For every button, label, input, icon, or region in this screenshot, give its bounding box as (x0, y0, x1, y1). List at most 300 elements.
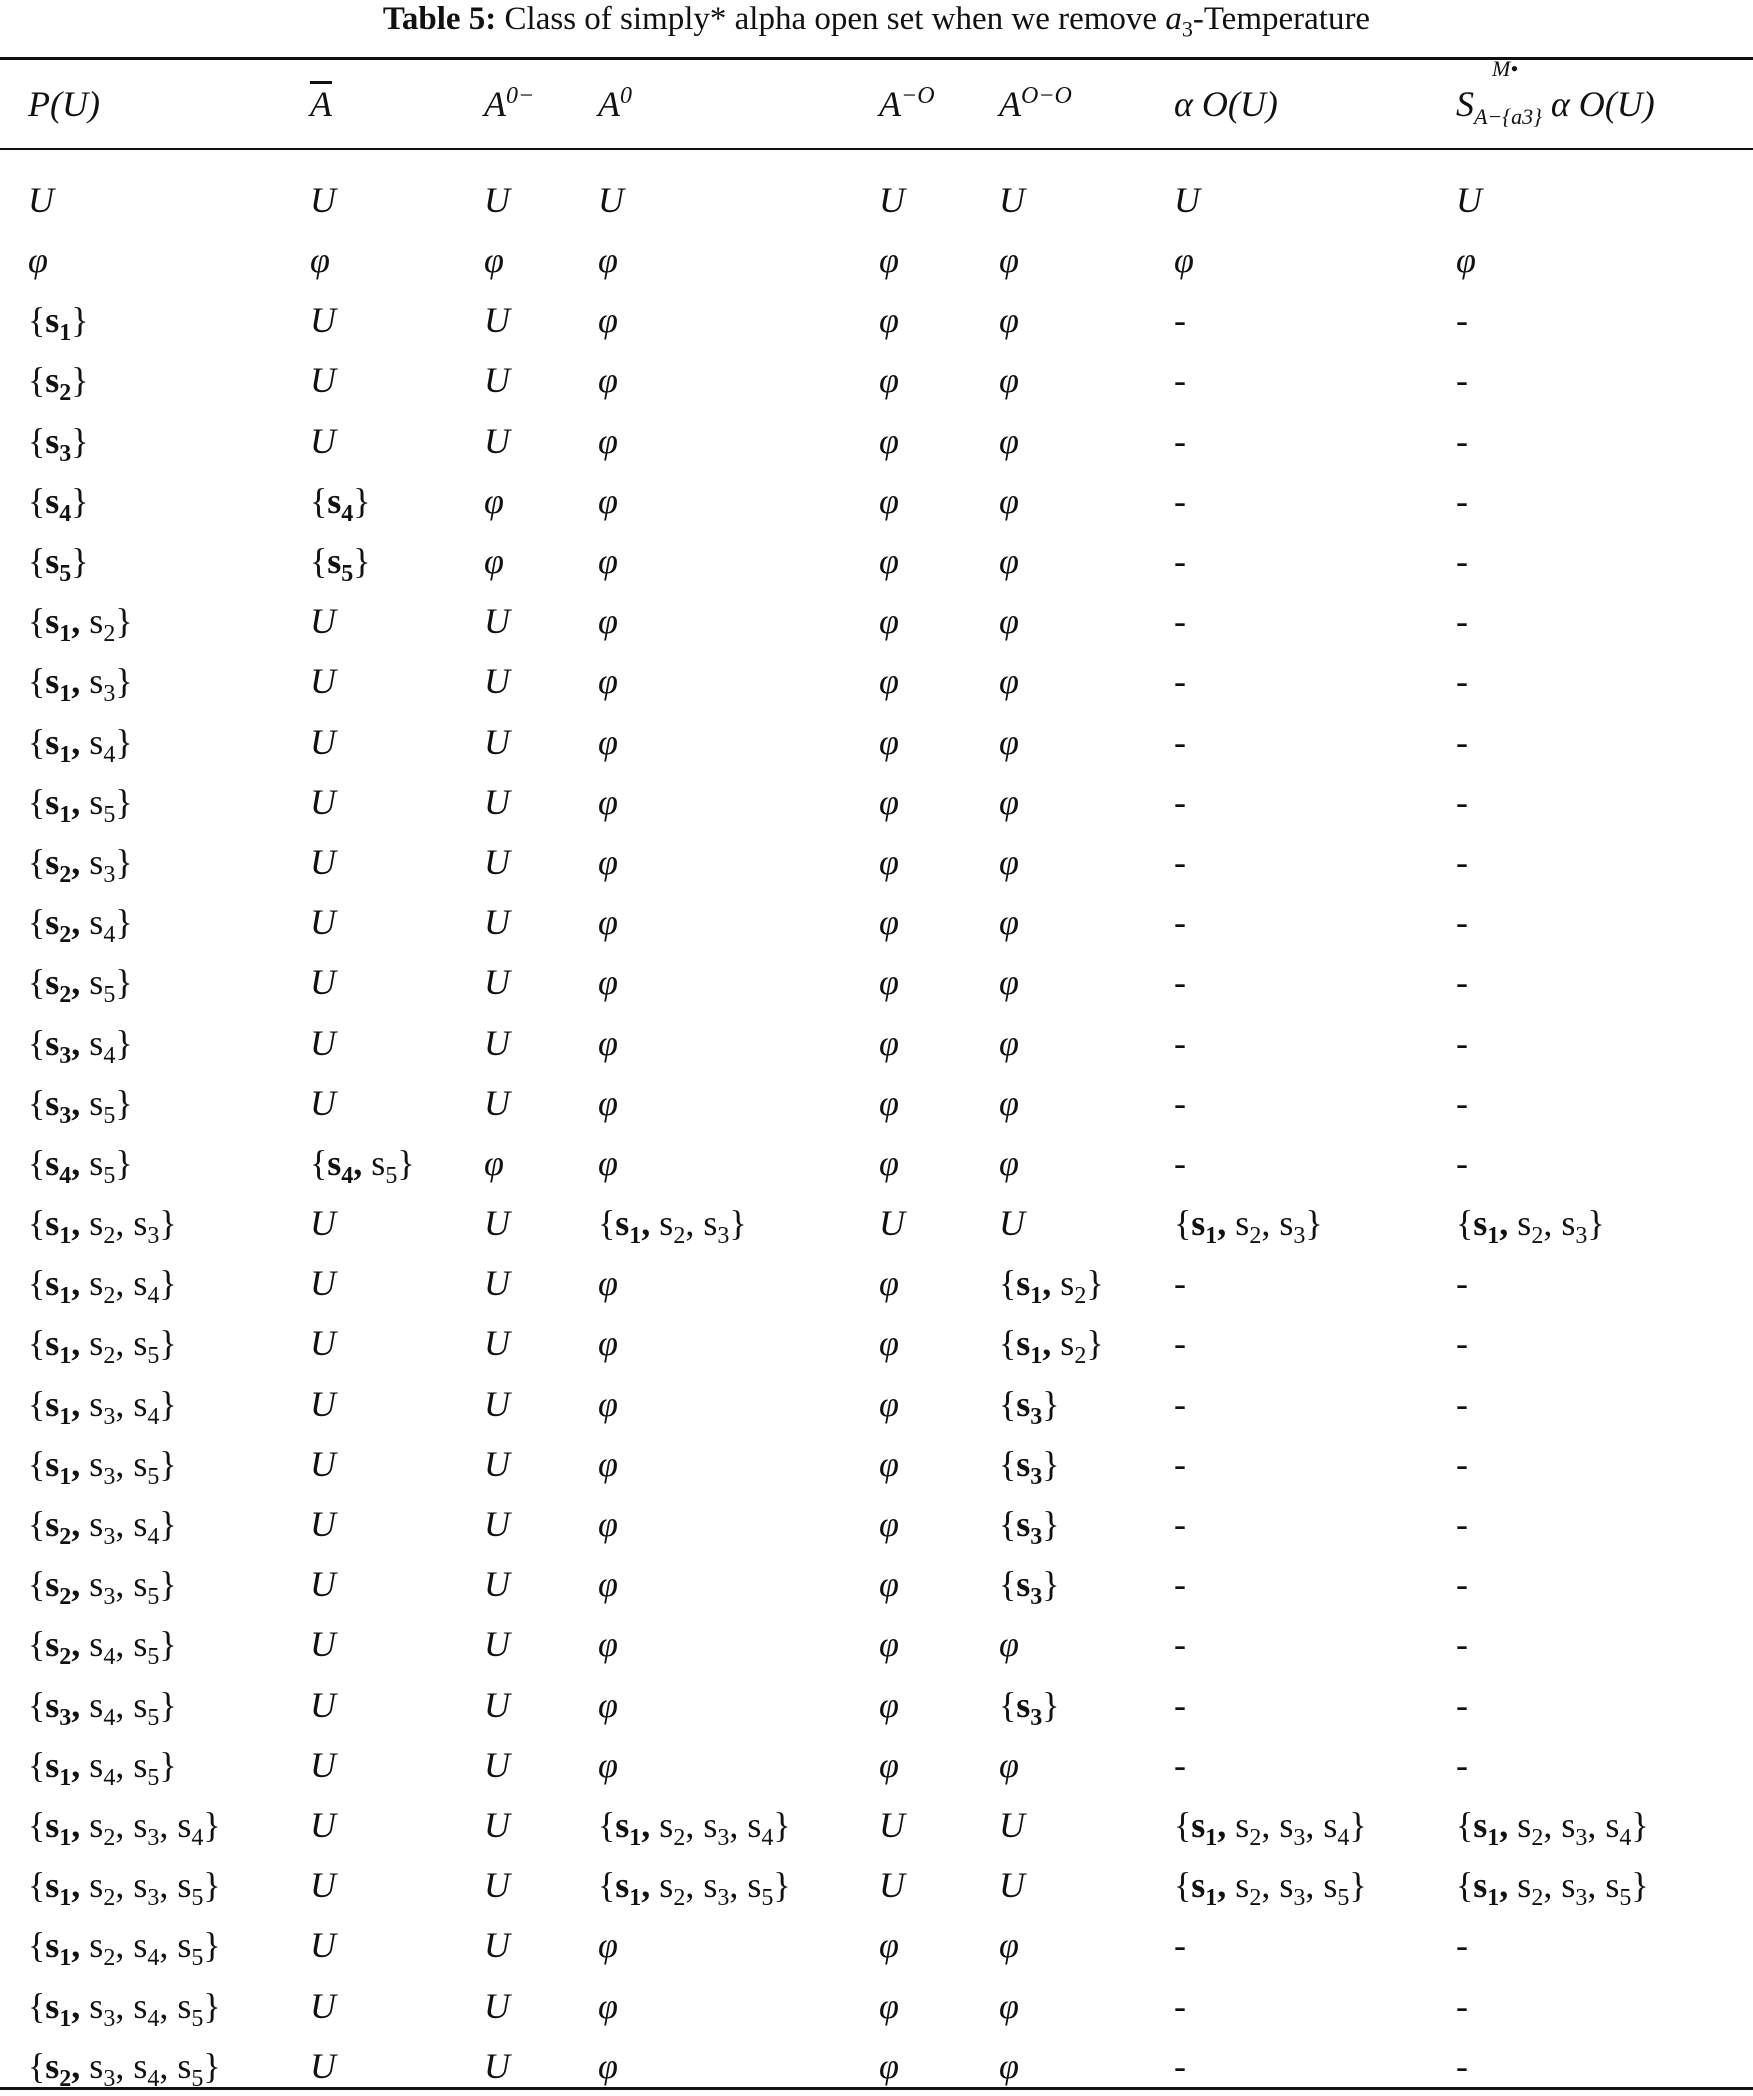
table-cell: U (310, 1624, 336, 1665)
table-cell: U (484, 1263, 510, 1304)
table-row (0, 230, 1753, 290)
table-cell: U (484, 661, 510, 702)
table-cell: φ (879, 1985, 899, 2026)
table-cell: {$s_4$, $s_5$} (28, 1142, 133, 1190)
table-cell: - (1174, 601, 1186, 642)
table-cell: φ (879, 1263, 899, 1304)
table-cell: φ (484, 1142, 504, 1183)
table-cell: U (484, 1744, 510, 1785)
table-row (0, 1795, 1753, 1855)
table-cell: U (310, 1022, 336, 1063)
table-cell: φ (598, 1624, 618, 1665)
table-cell: U (484, 180, 510, 220)
table-cell: - (1456, 1022, 1468, 1063)
table-cell: $\{s_1\}$ (28, 300, 89, 347)
table-cell: φ (879, 601, 899, 642)
caption-var-sub: 3 (1181, 16, 1193, 42)
table-cell: φ (598, 1142, 618, 1183)
table-cell: φ (598, 1564, 618, 1605)
table-cell: U (310, 781, 336, 822)
table-cell: φ (598, 300, 618, 341)
table-cell: - (1174, 1564, 1186, 1605)
table-cell: {$s_1$, $s_2$, $s_3$} (28, 1203, 177, 1250)
table-cell: - (1174, 1383, 1186, 1424)
table-cell: φ (598, 240, 618, 281)
table-cell: - (1174, 1323, 1186, 1364)
table-cell: U (310, 1985, 336, 2026)
table-cell: φ (598, 541, 618, 582)
table-cell: φ (598, 1443, 618, 1484)
table-cell: {$s_3$, $s_5$} (28, 1082, 133, 1129)
table-cell: φ (598, 360, 618, 401)
table-cell: - (1174, 300, 1186, 341)
table-cell: $\{s_3\}$ (999, 1383, 1060, 1430)
table-cell: U (484, 781, 510, 822)
table-cell: $\{s_5\}$ (28, 541, 89, 588)
table-cell: φ (879, 300, 899, 341)
table-cell: φ (879, 1383, 899, 1424)
table-cell: - (1456, 1504, 1468, 1545)
table-cell: φ (598, 1263, 618, 1304)
table-cell: U (484, 1925, 510, 1966)
table-cell: φ (999, 1985, 1019, 2026)
table-cell: U (310, 1203, 336, 1244)
table-cell: U (1174, 180, 1200, 220)
table-cell: φ (1456, 240, 1476, 281)
table-cell: {$s_1$, $s_3$, $s_4$, $s_5$} (28, 1985, 221, 2032)
header-simply-alpha-open: S M• $_{A-\{a3\}}$ α O(U) (1456, 56, 1655, 130)
table-cell: - (1456, 1443, 1468, 1484)
table-row (0, 772, 1753, 832)
table-cell: - (1174, 2045, 1186, 2086)
table-cell: φ (484, 480, 504, 521)
table-cell: - (1174, 962, 1186, 1003)
table-cell: φ (879, 240, 899, 281)
table-cell: $\{s_4\}$ (28, 480, 89, 528)
table-cell: φ (598, 2045, 618, 2086)
table-cell: U (484, 1504, 510, 1545)
table-cell: - (1456, 420, 1468, 461)
table-cell: φ (484, 240, 504, 281)
table-cell: - (1174, 721, 1186, 762)
table-cell: U (310, 1804, 336, 1845)
table-cell: - (1456, 1624, 1468, 1665)
table-cell: U (879, 1804, 905, 1845)
table-cell: U (598, 180, 624, 220)
table-cell: - (1456, 1684, 1468, 1725)
table-cell: U (484, 1804, 510, 1845)
table-cell: φ (598, 1985, 618, 2026)
table-cell: {$s_1$, $s_2$, $s_4$} (28, 1263, 177, 1310)
table-cell: - (1174, 420, 1186, 461)
table-cell: {$s_1$, $s_2$, $s_3$, $s_5$} (598, 1865, 791, 1912)
table-cell: U (484, 902, 510, 943)
table-cell: U (484, 1564, 510, 1605)
table-cell: U (310, 1564, 336, 1605)
table-cell: φ (598, 1504, 618, 1545)
table-cell: U (484, 721, 510, 762)
table-cell: {$s_2$, $s_3$, $s_4$} (28, 1504, 177, 1551)
table-cell: {$s_1$, $s_2$, $s_3$, $s_4$} (1174, 1804, 1367, 1852)
header-closure: $\overline{A}$ (310, 84, 332, 124)
table-cell: U (999, 1804, 1025, 1845)
table-cell: - (1456, 541, 1468, 582)
table-cell: U (310, 601, 336, 642)
table-cell: U (310, 1263, 336, 1304)
table-cell: - (1174, 1744, 1186, 1785)
table-cell: - (1456, 1142, 1468, 1183)
table-cell: $\{s_3\}$ (28, 420, 89, 467)
table-cell: φ (879, 1504, 899, 1545)
table-cell: φ (999, 1082, 1019, 1123)
table-cell: U (310, 420, 336, 461)
header-a0: $A^0$ (598, 83, 632, 124)
table-cell: U (28, 180, 54, 220)
table-cell: U (310, 1323, 336, 1364)
table-cell: φ (879, 1684, 899, 1725)
table-cell: {$s_2$, $s_3$, $s_5$} (28, 1564, 177, 1611)
table-row (0, 832, 1753, 892)
table-cell: - (1456, 360, 1468, 401)
table-cell: φ (598, 1022, 618, 1063)
table-row (0, 290, 1753, 350)
table-cell: φ (598, 601, 618, 642)
table-row (0, 651, 1753, 711)
table-cell: φ (879, 721, 899, 762)
table-cell: - (1174, 781, 1186, 822)
table-cell: {$s_3$, $s_4$} (28, 1022, 133, 1069)
table-cell: U (999, 1865, 1025, 1906)
table-row (0, 531, 1753, 591)
table-cell: U (879, 1203, 905, 1244)
table-cell: φ (598, 781, 618, 822)
table-row (0, 1012, 1753, 1072)
table-cell: φ (999, 1022, 1019, 1063)
table-cell: - (1456, 1744, 1468, 1785)
table-cell: - (1174, 480, 1186, 521)
table-cell: φ (879, 541, 899, 582)
table-cell: φ (999, 2045, 1019, 2086)
table-cell: φ (484, 541, 504, 582)
table-cell: {$s_3$, $s_4$, $s_5$} (28, 1684, 177, 1731)
table-cell: U (484, 360, 510, 401)
table-cell: φ (879, 1082, 899, 1123)
table-row (0, 591, 1753, 651)
table-cell: - (1456, 902, 1468, 943)
table-cell: φ (879, 480, 899, 521)
table-cell: U (310, 1925, 336, 1966)
table-cell: φ (879, 1142, 899, 1183)
table-cell: φ (598, 661, 618, 702)
table-cell: - (1174, 661, 1186, 702)
table-caption (0, 0, 1753, 42)
table-cell: U (484, 1684, 510, 1725)
table-cell: U (484, 1082, 510, 1123)
table-cell: φ (999, 661, 1019, 702)
table-cell: U (310, 721, 336, 762)
table-cell: U (484, 1323, 510, 1364)
table-cell: φ (999, 1624, 1019, 1665)
table-cell: U (310, 2045, 336, 2086)
table-cell: U (310, 360, 336, 401)
table-cell: {$s_1$, $s_2$, $s_3$, $s_4$} (598, 1804, 791, 1852)
table-cell: φ (879, 1925, 899, 1966)
table-cell: U (1456, 180, 1482, 220)
table-cell: φ (999, 781, 1019, 822)
table-cell: U (484, 1383, 510, 1424)
table-cell: U (484, 841, 510, 882)
table-cell: {$s_1$, $s_4$, $s_5$} (28, 1744, 177, 1791)
data-table (0, 56, 1753, 2096)
table-cell: - (1174, 1624, 1186, 1665)
table-cell: U (484, 1865, 510, 1906)
header-alpha-open: α O(U) (1174, 84, 1278, 124)
header-aminuso: $A^{-O}$ (879, 83, 935, 124)
table-cell: - (1456, 841, 1468, 882)
table-cell: {$s_1$, $s_2$, $s_3$, $s_5$} (1456, 1865, 1649, 1912)
table-cell: {$s_1$, $s_2$} (28, 601, 133, 648)
table-cell: - (1174, 1985, 1186, 2026)
caption-text-after: -Temperature (1192, 1, 1371, 37)
table-cell: U (484, 1203, 510, 1244)
table-cell: φ (879, 1744, 899, 1785)
table-cell: - (1456, 1082, 1468, 1123)
table-cell: U (310, 1684, 336, 1725)
table-cell: U (999, 180, 1025, 220)
table-cell: $\{s_3\}$ (999, 1564, 1060, 1611)
table-cell: - (1456, 1925, 1468, 1966)
table-cell: - (1174, 1142, 1186, 1183)
table-cell: φ (598, 841, 618, 882)
table-cell: φ (999, 360, 1019, 401)
table-cell: U (484, 962, 510, 1003)
table-row (0, 1313, 1753, 1373)
table-cell: U (879, 1865, 905, 1906)
table-row (0, 1133, 1753, 1193)
table-cell: φ (598, 1082, 618, 1123)
table-row (0, 2036, 1753, 2096)
table-row (0, 1494, 1753, 1554)
caption-text: Class of simply* alpha open set when we remove (504, 1, 1158, 37)
table-cell: $\{s_3\}$ (999, 1504, 1060, 1551)
table-row (0, 1614, 1753, 1674)
table-cell: U (310, 1383, 336, 1424)
table-cell: φ (598, 1925, 618, 1966)
table-cell: {$s_1$, $s_3$} (28, 661, 133, 708)
table-cell: {$s_1$, $s_2$, $s_4$, $s_5$} (28, 1925, 221, 1972)
table-cell: U (484, 300, 510, 341)
table-row (0, 1374, 1753, 1434)
table-cell: - (1456, 1985, 1468, 2026)
table-cell: U (484, 1022, 510, 1063)
table-row (0, 148, 1753, 230)
table-cell: U (310, 180, 336, 220)
table-cell: - (1174, 541, 1186, 582)
table-row (0, 471, 1753, 531)
header-aoo: $A^{O-O}$ (999, 83, 1072, 124)
table-cell: φ (879, 360, 899, 401)
table-cell: {$s_1$, $s_3$, $s_4$} (28, 1383, 177, 1430)
table-cell: - (1456, 1263, 1468, 1304)
table-cell: {$s_2$, $s_3$} (28, 841, 133, 889)
table-body (0, 148, 1753, 2096)
table-cell: U (484, 601, 510, 642)
table-cell: - (1174, 1022, 1186, 1063)
table-cell: {$s_4$, $s_5$} (310, 1142, 415, 1190)
table-cell: - (1174, 360, 1186, 401)
table-row (0, 1554, 1753, 1614)
table-cell: {$s_1$, $s_4$} (28, 721, 133, 768)
table-cell: {$s_1$, $s_2$, $s_3$} (598, 1203, 747, 1250)
table-cell: - (1456, 300, 1468, 341)
table-cell: φ (999, 962, 1019, 1003)
table-cell: {$s_1$, $s_2$, $s_3$} (1456, 1203, 1605, 1250)
table-cell: U (310, 300, 336, 341)
table-cell: - (1174, 1082, 1186, 1123)
table-cell: - (1456, 480, 1468, 521)
table-cell: φ (598, 1383, 618, 1424)
caption-label: Table 5: (382, 1, 497, 37)
table-row (0, 1434, 1753, 1494)
table-cell: $\{s_5\}$ (310, 541, 371, 588)
table-row (0, 952, 1753, 1012)
table-cell: $\{s_3\}$ (999, 1443, 1060, 1491)
table-cell: {$s_1$, $s_2$} (999, 1263, 1104, 1310)
table-cell: φ (999, 420, 1019, 461)
table-cell: - (1174, 1263, 1186, 1304)
table-row (0, 1735, 1753, 1795)
table-cell: φ (598, 721, 618, 762)
table-cell: φ (999, 601, 1019, 642)
table-row (0, 1975, 1753, 2035)
table-cell: φ (879, 2045, 899, 2086)
table-cell: U (999, 1203, 1025, 1244)
table-cell: - (1456, 2045, 1468, 2086)
table-cell: φ (999, 902, 1019, 943)
table-cell: {$s_1$, $s_3$, $s_5$} (28, 1443, 177, 1491)
table-cell: φ (598, 1323, 618, 1364)
table-cell: U (310, 1443, 336, 1484)
table-cell: U (310, 1082, 336, 1123)
table-cell: {$s_2$, $s_5$} (28, 962, 133, 1009)
table-cell: U (310, 962, 336, 1003)
table-cell: - (1174, 1925, 1186, 1966)
header-row (0, 60, 1753, 148)
table-cell: - (1174, 841, 1186, 882)
table-cell: - (1456, 721, 1468, 762)
table-cell: φ (598, 480, 618, 521)
table-cell: φ (999, 1142, 1019, 1183)
table-cell: U (310, 1865, 336, 1906)
table-cell: φ (999, 1925, 1019, 1966)
table-cell: φ (598, 1684, 618, 1725)
table-cell: {$s_2$, $s_4$, $s_5$} (28, 1624, 177, 1671)
table-cell: - (1174, 1684, 1186, 1725)
table-cell: U (484, 1624, 510, 1665)
table-cell: φ (879, 1443, 899, 1484)
header-pu: P(U) (28, 84, 100, 124)
table-cell: φ (999, 300, 1019, 341)
header-a0minus: $A^{0-}$ (484, 83, 535, 124)
table-row (0, 1675, 1753, 1735)
table-cell: {$s_1$, $s_2$, $s_3$, $s_4$} (1456, 1804, 1649, 1852)
table-cell: - (1456, 781, 1468, 822)
table-cell: φ (999, 1744, 1019, 1785)
table-cell: φ (879, 1323, 899, 1364)
table-cell: U (484, 420, 510, 461)
table-cell: - (1174, 1504, 1186, 1545)
table-cell: - (1456, 601, 1468, 642)
table-cell: - (1174, 902, 1186, 943)
table-cell: {$s_1$, $s_2$, $s_3$} (1174, 1203, 1323, 1250)
table-cell: φ (1174, 240, 1194, 281)
table-cell: U (484, 1443, 510, 1484)
table-cell: {$s_1$, $s_5$} (28, 781, 133, 828)
table-cell: {$s_1$, $s_2$, $s_5$} (28, 1323, 177, 1370)
table-cell: φ (598, 902, 618, 943)
table-cell: φ (879, 1564, 899, 1605)
table-cell: φ (598, 962, 618, 1003)
table-cell: - (1174, 1443, 1186, 1484)
table-cell: U (879, 180, 905, 220)
table-cell: U (484, 2045, 510, 2086)
table-cell: φ (879, 781, 899, 822)
table-cell: - (1456, 962, 1468, 1003)
table-cell: φ (999, 240, 1019, 281)
table-cell: - (1456, 1323, 1468, 1364)
table-cell: φ (999, 721, 1019, 762)
table-row (0, 1915, 1753, 1975)
table-cell: φ (879, 420, 899, 461)
table-cell: φ (879, 902, 899, 943)
table-cell: U (310, 902, 336, 943)
table-cell: {$s_1$, $s_2$, $s_3$, $s_5$} (28, 1865, 221, 1912)
table-cell: {$s_2$, $s_3$, $s_4$, $s_5$} (28, 2045, 221, 2092)
table-cell: U (310, 841, 336, 882)
table-row (0, 892, 1753, 952)
table-cell: φ (999, 480, 1019, 521)
table-cell: $\{s_3\}$ (999, 1684, 1060, 1731)
table-row (0, 712, 1753, 772)
table-cell: $\{s_4\}$ (310, 480, 371, 528)
table-cell: - (1456, 1383, 1468, 1424)
table-cell: U (310, 1744, 336, 1785)
table-cell: U (310, 1504, 336, 1545)
table-cell: U (310, 661, 336, 702)
table-row (0, 1253, 1753, 1313)
table-cell: φ (879, 1624, 899, 1665)
caption-var: a (1165, 1, 1182, 37)
table-row (0, 350, 1753, 410)
table-cell: φ (879, 661, 899, 702)
table-cell: φ (598, 1744, 618, 1785)
table-row (0, 411, 1753, 471)
table-cell: φ (879, 841, 899, 882)
table-cell: - (1456, 661, 1468, 702)
table-row (0, 1073, 1753, 1133)
table-cell: φ (999, 541, 1019, 582)
table-cell: $\{s_2\}$ (28, 360, 89, 407)
table-cell: φ (999, 841, 1019, 882)
table-cell: U (484, 1985, 510, 2026)
table-cell: {$s_1$, $s_2$, $s_3$, $s_5$} (1174, 1865, 1367, 1912)
table-cell: φ (28, 240, 48, 281)
table-cell: - (1456, 1564, 1468, 1605)
table-row (0, 1855, 1753, 1915)
table-cell: {$s_2$, $s_4$} (28, 902, 133, 949)
table-cell: φ (879, 1022, 899, 1063)
table-cell: φ (879, 962, 899, 1003)
